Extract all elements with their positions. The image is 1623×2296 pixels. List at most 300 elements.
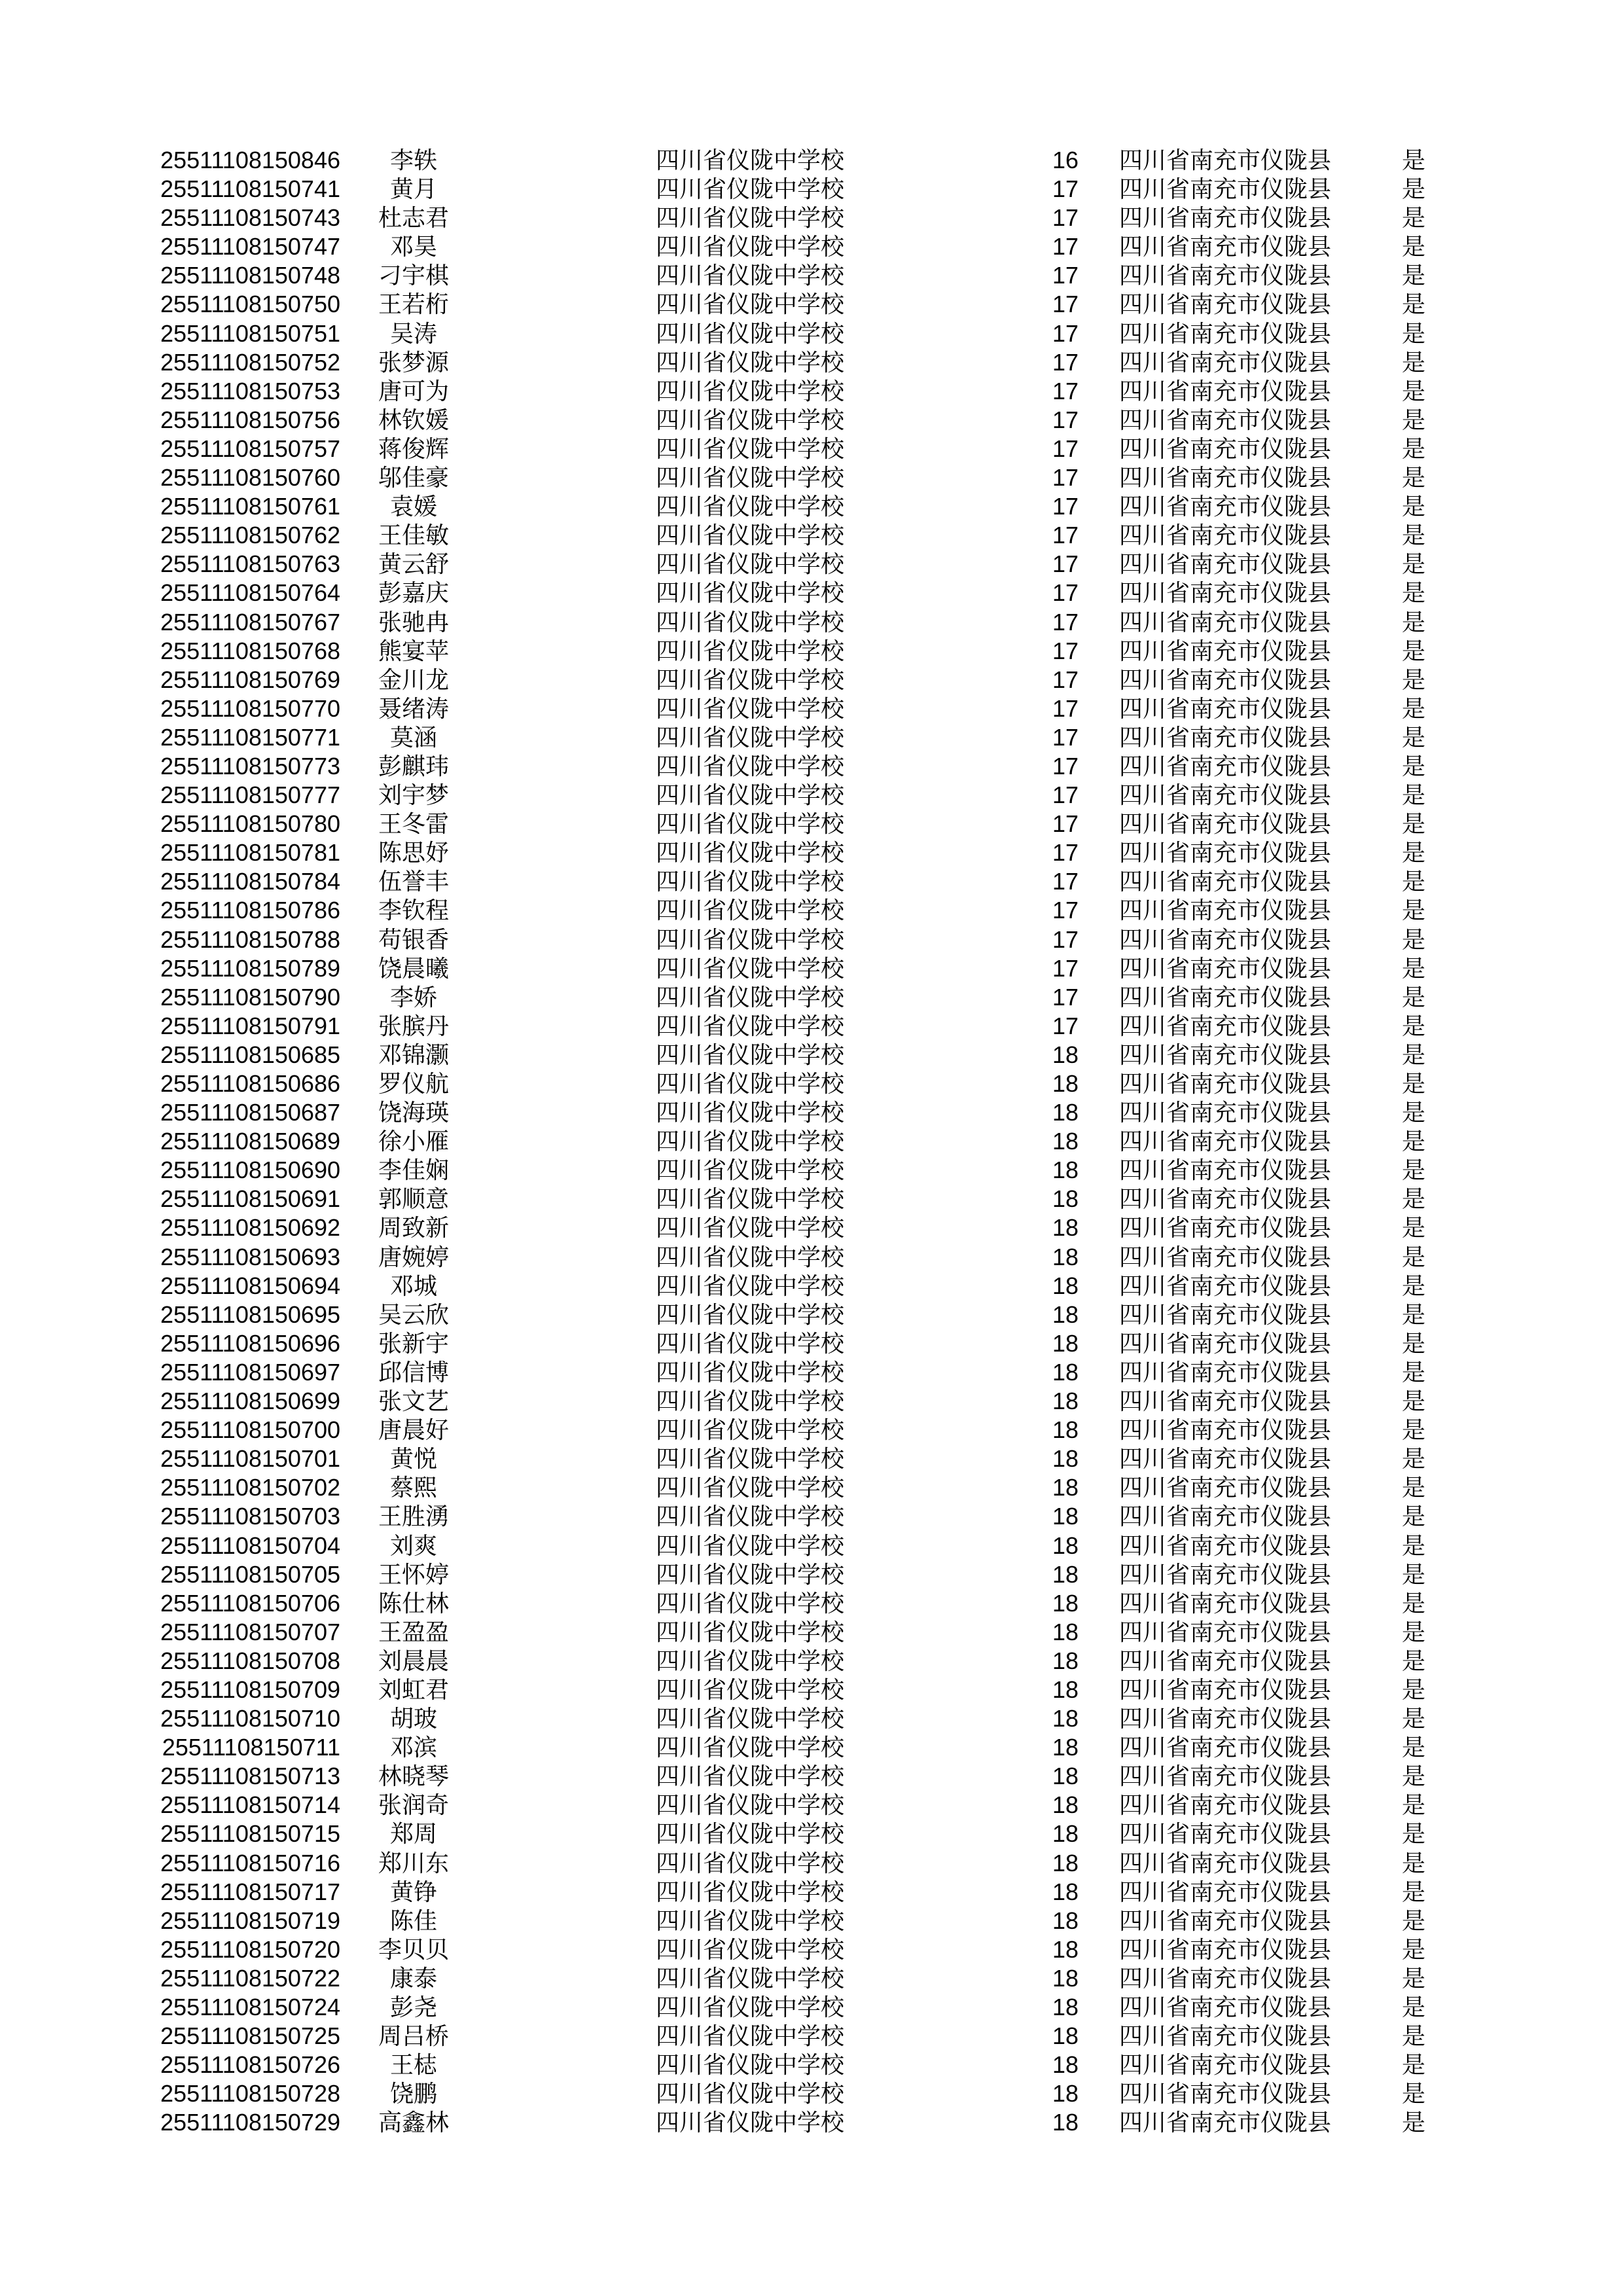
- age-cell: 17: [1052, 522, 1079, 549]
- confirmation-cell: 是: [1401, 637, 1425, 664]
- age-cell: 17: [1052, 752, 1079, 780]
- age-cell: 17: [1052, 925, 1079, 953]
- exam-id-cell: 25511108150693: [160, 1243, 340, 1270]
- age-cell: 18: [1052, 1820, 1079, 1848]
- school-cell: 四川省仪陇中学校: [656, 262, 845, 289]
- student-name-cell: 苟银香: [378, 925, 449, 953]
- region-cell: 四川省南充市仪陇县: [1119, 723, 1332, 751]
- age-cell: 18: [1052, 1503, 1079, 1530]
- age-cell: 17: [1052, 897, 1079, 924]
- student-name-cell: 张润奇: [378, 1791, 449, 1819]
- age-cell: 18: [1052, 2080, 1079, 2108]
- exam-id-cell: 25511108150743: [160, 204, 340, 232]
- school-cell: 四川省仪陇中学校: [656, 868, 845, 895]
- age-cell: 17: [1052, 291, 1079, 318]
- table-row: [0, 1762, 1623, 1791]
- school-cell: 四川省仪陇中学校: [656, 608, 845, 636]
- table-row: [0, 1098, 1623, 1127]
- student-name-cell: 李贝贝: [378, 1935, 449, 1963]
- region-cell: 四川省南充市仪陇县: [1119, 1503, 1332, 1530]
- age-cell: 18: [1052, 1994, 1079, 2020]
- region-cell: 四川省南充市仪陇县: [1119, 666, 1332, 693]
- student-name-cell: 张驰冉: [378, 608, 449, 636]
- student-name-cell: 黄悦: [389, 1445, 437, 1473]
- confirmation-cell: 是: [1401, 752, 1425, 780]
- age-cell: 17: [1052, 637, 1079, 664]
- table-row: [0, 1358, 1623, 1387]
- exam-id-cell: 25511108150752: [160, 348, 340, 376]
- age-cell: 18: [1052, 1272, 1079, 1299]
- exam-id-cell: 25511108150773: [160, 752, 340, 780]
- school-cell: 四川省仪陇中学校: [656, 1589, 845, 1617]
- exam-id-cell: 25511108150709: [160, 1676, 340, 1703]
- age-cell: 18: [1052, 1416, 1079, 1444]
- age-cell: 17: [1052, 608, 1079, 636]
- table-row: [0, 1300, 1623, 1329]
- student-name-cell: 黄月: [389, 175, 437, 203]
- school-cell: 四川省仪陇中学校: [656, 1964, 845, 1992]
- region-cell: 四川省南充市仪陇县: [1119, 1185, 1332, 1213]
- school-cell: 四川省仪陇中学校: [656, 983, 845, 1011]
- school-cell: 四川省仪陇中学校: [656, 1791, 845, 1819]
- region-cell: 四川省南充市仪陇县: [1119, 291, 1332, 318]
- exam-id-cell: 25511108150720: [160, 1935, 340, 1963]
- region-cell: 四川省南充市仪陇县: [1119, 319, 1332, 347]
- table-row: [0, 810, 1623, 838]
- school-cell: 四川省仪陇中学校: [656, 1214, 845, 1242]
- school-cell: 四川省仪陇中学校: [656, 2080, 845, 2108]
- student-name-cell: 莫涵: [389, 723, 437, 751]
- table-row: [0, 1791, 1623, 1820]
- table-row: [0, 232, 1623, 261]
- school-cell: 四川省仪陇中学校: [656, 319, 845, 347]
- table-row: [0, 608, 1623, 637]
- region-cell: 四川省南充市仪陇县: [1119, 1791, 1332, 1819]
- confirmation-cell: 是: [1401, 1445, 1425, 1473]
- student-name-cell: 李娇: [389, 983, 437, 1011]
- age-cell: 18: [1052, 1070, 1079, 1097]
- school-cell: 四川省仪陇中学校: [656, 348, 845, 376]
- school-cell: 四川省仪陇中学校: [656, 1185, 845, 1213]
- student-name-cell: 彭嘉庆: [378, 579, 449, 607]
- age-cell: 17: [1052, 954, 1079, 982]
- table-row: [0, 1647, 1623, 1676]
- exam-id-cell: 25511108150713: [160, 1763, 340, 1790]
- student-name-cell: 罗仪航: [378, 1070, 449, 1097]
- confirmation-cell: 是: [1401, 1532, 1425, 1559]
- table-row: [0, 290, 1623, 319]
- student-name-cell: 张梦源: [378, 348, 449, 376]
- region-cell: 四川省南充市仪陇县: [1119, 147, 1332, 173]
- table-row: [0, 1213, 1623, 1242]
- exam-id-cell: 25511108150703: [160, 1503, 340, 1530]
- exam-id-cell: 25511108150751: [160, 319, 340, 347]
- exam-id-cell: 25511108150725: [160, 2022, 340, 2050]
- confirmation-cell: 是: [1401, 1964, 1425, 1992]
- confirmation-cell: 是: [1401, 1300, 1425, 1328]
- region-cell: 四川省南充市仪陇县: [1119, 1300, 1332, 1328]
- school-cell: 四川省仪陇中学校: [656, 291, 845, 318]
- student-name-cell: 张文艺: [378, 1388, 449, 1415]
- confirmation-cell: 是: [1401, 1763, 1425, 1790]
- exam-id-cell: 25511108150705: [160, 1560, 340, 1588]
- school-cell: 四川省仪陇中学校: [656, 1878, 845, 1905]
- region-cell: 四川省南充市仪陇县: [1119, 1099, 1332, 1126]
- confirmation-cell: 是: [1401, 1647, 1425, 1674]
- exam-id-cell: 25511108150722: [160, 1964, 340, 1992]
- school-cell: 四川省仪陇中学校: [656, 781, 845, 809]
- region-cell: 四川省南充市仪陇县: [1119, 579, 1332, 607]
- age-cell: 18: [1052, 1300, 1079, 1328]
- table-row: [0, 925, 1623, 954]
- school-cell: 四川省仪陇中学校: [656, 1445, 845, 1473]
- student-name-cell: 周致新: [378, 1214, 449, 1242]
- table-row: [0, 1704, 1623, 1733]
- table-row: [0, 204, 1623, 232]
- student-name-cell: 陈佳: [389, 1907, 437, 1934]
- region-cell: 四川省南充市仪陇县: [1119, 1878, 1332, 1905]
- table-row: [0, 1820, 1623, 1848]
- student-name-cell: 邓锦灏: [378, 1041, 449, 1068]
- exam-id-cell: 25511108150770: [160, 694, 340, 722]
- exam-id-cell: 25511108150692: [160, 1214, 340, 1242]
- confirmation-cell: 是: [1401, 493, 1425, 520]
- student-name-cell: 吴涛: [389, 319, 437, 347]
- table-row: [0, 1935, 1623, 1964]
- exam-id-cell: 25511108150706: [160, 1589, 340, 1617]
- table-row: [0, 637, 1623, 666]
- student-name-cell: 王冬雷: [378, 810, 449, 838]
- confirmation-cell: 是: [1401, 1676, 1425, 1703]
- region-cell: 四川省南充市仪陇县: [1119, 1849, 1332, 1876]
- age-cell: 17: [1052, 868, 1079, 895]
- student-name-cell: 饶海瑛: [378, 1099, 449, 1126]
- exam-id-cell: 25511108150694: [160, 1272, 340, 1299]
- school-cell: 四川省仪陇中学校: [656, 2109, 845, 2136]
- student-name-cell: 王胜湧: [378, 1503, 449, 1530]
- exam-id-cell: 25511108150753: [160, 377, 340, 404]
- region-cell: 四川省南充市仪陇县: [1119, 1560, 1332, 1588]
- confirmation-cell: 是: [1401, 1878, 1425, 1905]
- age-cell: 17: [1052, 435, 1079, 462]
- age-cell: 17: [1052, 319, 1079, 347]
- confirmation-cell: 是: [1401, 319, 1425, 347]
- table-row: [0, 521, 1623, 550]
- table-row: [0, 579, 1623, 607]
- student-name-cell: 邓城: [389, 1272, 437, 1299]
- student-name-cell: 张新宇: [378, 1329, 449, 1357]
- confirmation-cell: 是: [1401, 1185, 1425, 1213]
- age-cell: 18: [1052, 1705, 1079, 1732]
- region-cell: 四川省南充市仪陇县: [1119, 550, 1332, 578]
- confirmation-cell: 是: [1401, 810, 1425, 838]
- confirmation-cell: 是: [1401, 204, 1425, 232]
- confirmation-cell: 是: [1401, 522, 1425, 549]
- confirmation-cell: 是: [1401, 291, 1425, 318]
- school-cell: 四川省仪陇中学校: [656, 839, 845, 867]
- table-row: [0, 2108, 1623, 2137]
- student-name-cell: 杜志君: [378, 204, 449, 232]
- confirmation-cell: 是: [1401, 1329, 1425, 1357]
- exam-id-cell: 25511108150747: [160, 233, 340, 260]
- region-cell: 四川省南充市仪陇县: [1119, 435, 1332, 462]
- region-cell: 四川省南充市仪陇县: [1119, 1907, 1332, 1934]
- region-cell: 四川省南充市仪陇县: [1119, 1964, 1332, 1992]
- school-cell: 四川省仪陇中学校: [656, 897, 845, 924]
- confirmation-cell: 是: [1401, 1358, 1425, 1386]
- age-cell: 18: [1052, 1907, 1079, 1934]
- school-cell: 四川省仪陇中学校: [656, 694, 845, 722]
- table-row: [0, 377, 1623, 406]
- exam-id-cell: 25511108150685: [160, 1041, 340, 1068]
- school-cell: 四川省仪陇中学校: [656, 1820, 845, 1848]
- age-cell: 17: [1052, 666, 1079, 693]
- table-row: [0, 752, 1623, 781]
- student-name-cell: 康泰: [389, 1964, 437, 1992]
- age-cell: 18: [1052, 1676, 1079, 1703]
- exam-id-cell: 25511108150686: [160, 1070, 340, 1097]
- school-cell: 四川省仪陇中学校: [656, 1763, 845, 1790]
- confirmation-cell: 是: [1401, 781, 1425, 809]
- age-cell: 17: [1052, 694, 1079, 722]
- region-cell: 四川省南充市仪陇县: [1119, 1329, 1332, 1357]
- age-cell: 18: [1052, 1734, 1079, 1761]
- school-cell: 四川省仪陇中学校: [656, 2022, 845, 2050]
- confirmation-cell: 是: [1401, 1416, 1425, 1444]
- age-cell: 18: [1052, 1560, 1079, 1588]
- table-row: [0, 550, 1623, 579]
- school-cell: 四川省仪陇中学校: [656, 1560, 845, 1588]
- confirmation-cell: 是: [1401, 348, 1425, 376]
- confirmation-cell: 是: [1401, 925, 1425, 953]
- exam-id-cell: 25511108150714: [160, 1791, 340, 1819]
- age-cell: 18: [1052, 1763, 1079, 1790]
- exam-id-cell: 25511108150724: [160, 1994, 340, 2020]
- confirmation-cell: 是: [1401, 406, 1425, 433]
- region-cell: 四川省南充市仪陇县: [1119, 1763, 1332, 1790]
- student-name-cell: 刘爽: [389, 1532, 437, 1559]
- confirmation-cell: 是: [1401, 1618, 1425, 1645]
- exam-id-cell: 25511108150767: [160, 608, 340, 636]
- region-cell: 四川省南充市仪陇县: [1119, 1618, 1332, 1645]
- table-row: [0, 261, 1623, 290]
- region-cell: 四川省南充市仪陇县: [1119, 1358, 1332, 1386]
- region-cell: 四川省南充市仪陇县: [1119, 1935, 1332, 1963]
- confirmation-cell: 是: [1401, 262, 1425, 289]
- region-cell: 四川省南充市仪陇县: [1119, 464, 1332, 492]
- region-cell: 四川省南充市仪陇县: [1119, 1474, 1332, 1501]
- student-name-cell: 伍誉丰: [378, 868, 449, 895]
- table-row: [0, 954, 1623, 983]
- student-name-cell: 周吕桥: [378, 2022, 449, 2050]
- region-cell: 四川省南充市仪陇县: [1119, 1589, 1332, 1617]
- student-name-cell: 黄云舒: [378, 550, 449, 578]
- exam-id-cell: 25511108150777: [160, 781, 340, 809]
- confirmation-cell: 是: [1401, 2080, 1425, 2108]
- table-row: [0, 435, 1623, 463]
- region-cell: 四川省南充市仪陇县: [1119, 983, 1332, 1011]
- confirmation-cell: 是: [1401, 1474, 1425, 1501]
- confirmation-cell: 是: [1401, 1388, 1425, 1415]
- table-row: [0, 2051, 1623, 2079]
- confirmation-cell: 是: [1401, 1589, 1425, 1617]
- region-cell: 四川省南充市仪陇县: [1119, 1532, 1332, 1559]
- confirmation-cell: 是: [1401, 1099, 1425, 1126]
- age-cell: 18: [1052, 1358, 1079, 1386]
- region-cell: 四川省南充市仪陇县: [1119, 637, 1332, 664]
- region-cell: 四川省南充市仪陇县: [1119, 1820, 1332, 1848]
- exam-id-cell: 25511108150788: [160, 925, 340, 953]
- table-row: [0, 1676, 1623, 1704]
- student-name-cell: 吴云欣: [378, 1300, 449, 1328]
- student-name-cell: 林晓琴: [378, 1763, 449, 1790]
- age-cell: 17: [1052, 839, 1079, 867]
- region-cell: 四川省南充市仪陇县: [1119, 406, 1332, 433]
- student-name-cell: 饶鹏: [389, 2080, 437, 2108]
- student-name-cell: 胡玻: [389, 1705, 437, 1732]
- confirmation-cell: 是: [1401, 2051, 1425, 2079]
- confirmation-cell: 是: [1401, 147, 1425, 173]
- student-name-cell: 饶晨曦: [378, 954, 449, 982]
- student-name-cell: 刘晨晨: [378, 1647, 449, 1674]
- school-cell: 四川省仪陇中学校: [656, 1618, 845, 1645]
- exam-id-cell: 25511108150700: [160, 1416, 340, 1444]
- table-row: [0, 867, 1623, 896]
- school-cell: 四川省仪陇中学校: [656, 1128, 845, 1155]
- region-cell: 四川省南充市仪陇县: [1119, 1416, 1332, 1444]
- age-cell: 18: [1052, 1935, 1079, 1963]
- exam-id-cell: 25511108150741: [160, 175, 340, 203]
- confirmation-cell: 是: [1401, 2022, 1425, 2050]
- exam-id-cell: 25511108150702: [160, 1474, 340, 1501]
- region-cell: 四川省南充市仪陇县: [1119, 781, 1332, 809]
- student-name-cell: 聂绪涛: [378, 694, 449, 722]
- confirmation-cell: 是: [1401, 233, 1425, 260]
- region-cell: 四川省南充市仪陇县: [1119, 1157, 1332, 1184]
- exam-id-cell: 25511108150760: [160, 464, 340, 492]
- age-cell: 17: [1052, 983, 1079, 1011]
- confirmation-cell: 是: [1401, 579, 1425, 607]
- age-cell: 18: [1052, 1185, 1079, 1213]
- school-cell: 四川省仪陇中学校: [656, 464, 845, 492]
- exam-id-cell: 25511108150750: [160, 291, 340, 318]
- school-cell: 四川省仪陇中学校: [656, 1907, 845, 1934]
- age-cell: 18: [1052, 1532, 1079, 1559]
- table-row: [0, 1127, 1623, 1156]
- school-cell: 四川省仪陇中学校: [656, 1041, 845, 1068]
- table-row: [0, 319, 1623, 348]
- table-row: [0, 492, 1623, 521]
- table-row: [0, 463, 1623, 492]
- age-cell: 18: [1052, 1243, 1079, 1270]
- confirmation-cell: 是: [1401, 1070, 1425, 1097]
- region-cell: 四川省南充市仪陇县: [1119, 2022, 1332, 2050]
- age-cell: 18: [1052, 1128, 1079, 1155]
- region-cell: 四川省南充市仪陇县: [1119, 204, 1332, 232]
- table-row: [0, 348, 1623, 377]
- region-cell: 四川省南充市仪陇县: [1119, 1734, 1332, 1761]
- school-cell: 四川省仪陇中学校: [656, 752, 845, 780]
- exam-id-cell: 25511108150781: [160, 839, 340, 867]
- exam-id-cell: 25511108150764: [160, 579, 340, 607]
- age-cell: 18: [1052, 1445, 1079, 1473]
- age-cell: 17: [1052, 348, 1079, 376]
- confirmation-cell: 是: [1401, 954, 1425, 982]
- student-name-cell: 李佳娴: [378, 1157, 449, 1184]
- school-cell: 四川省仪陇中学校: [656, 1935, 845, 1963]
- region-cell: 四川省南充市仪陇县: [1119, 1243, 1332, 1270]
- school-cell: 四川省仪陇中学校: [656, 550, 845, 578]
- school-cell: 四川省仪陇中学校: [656, 666, 845, 693]
- region-cell: 四川省南充市仪陇县: [1119, 1445, 1332, 1473]
- student-name-cell: 王梽: [389, 2051, 437, 2079]
- region-cell: 四川省南充市仪陇县: [1119, 1214, 1332, 1242]
- region-cell: 四川省南充市仪陇县: [1119, 868, 1332, 895]
- student-name-cell: 彭尧: [389, 1994, 437, 2020]
- age-cell: 17: [1052, 406, 1079, 433]
- table-row: [0, 1272, 1623, 1300]
- table-row: [0, 694, 1623, 723]
- exam-id-cell: 25511108150791: [160, 1012, 340, 1039]
- region-cell: 四川省南充市仪陇县: [1119, 233, 1332, 260]
- region-cell: 四川省南充市仪陇县: [1119, 954, 1332, 982]
- table-row: [0, 983, 1623, 1012]
- table-row: [0, 1329, 1623, 1358]
- school-cell: 四川省仪陇中学校: [656, 1388, 845, 1415]
- table-row: [0, 175, 1623, 204]
- school-cell: 四川省仪陇中学校: [656, 925, 845, 953]
- age-cell: 18: [1052, 1157, 1079, 1184]
- confirmation-cell: 是: [1401, 1791, 1425, 1819]
- region-cell: 四川省南充市仪陇县: [1119, 348, 1332, 376]
- confirmation-cell: 是: [1401, 1560, 1425, 1588]
- exam-id-cell: 25511108150708: [160, 1647, 340, 1674]
- age-cell: 18: [1052, 1041, 1079, 1068]
- confirmation-cell: 是: [1401, 1041, 1425, 1068]
- school-cell: 四川省仪陇中学校: [656, 1358, 845, 1386]
- student-name-cell: 唐晨好: [378, 1416, 449, 1444]
- school-cell: 四川省仪陇中学校: [656, 2051, 845, 2079]
- table-row: [0, 2079, 1623, 2108]
- confirmation-cell: 是: [1401, 868, 1425, 895]
- confirmation-cell: 是: [1401, 435, 1425, 462]
- confirmation-cell: 是: [1401, 1820, 1425, 1848]
- age-cell: 17: [1052, 493, 1079, 520]
- table-row: [0, 1964, 1623, 1993]
- table-row: [0, 1416, 1623, 1444]
- student-name-cell: 唐婉婷: [378, 1243, 449, 1270]
- age-cell: 18: [1052, 1791, 1079, 1819]
- student-name-cell: 邱信博: [378, 1358, 449, 1386]
- exam-id-cell: 25511108150756: [160, 406, 340, 433]
- student-name-cell: 刁宇棋: [378, 262, 449, 289]
- exam-id-cell: 25511108150790: [160, 983, 340, 1011]
- school-cell: 四川省仪陇中学校: [656, 1012, 845, 1039]
- region-cell: 四川省南充市仪陇县: [1119, 839, 1332, 867]
- table-row: [0, 1532, 1623, 1560]
- age-cell: 18: [1052, 2022, 1079, 2050]
- student-name-cell: 邓昊: [389, 233, 437, 260]
- table-row: [0, 1444, 1623, 1473]
- region-cell: 四川省南充市仪陇县: [1119, 1012, 1332, 1039]
- confirmation-cell: 是: [1401, 983, 1425, 1011]
- age-cell: 17: [1052, 579, 1079, 607]
- age-cell: 17: [1052, 233, 1079, 260]
- school-cell: 四川省仪陇中学校: [656, 579, 845, 607]
- confirmation-cell: 是: [1401, 897, 1425, 924]
- age-cell: 18: [1052, 1589, 1079, 1617]
- region-cell: 四川省南充市仪陇县: [1119, 175, 1332, 203]
